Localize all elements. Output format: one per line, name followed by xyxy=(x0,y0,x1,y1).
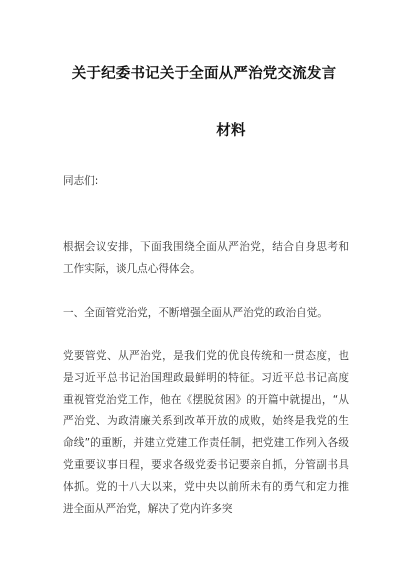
section-heading-1: 一、全面管党治党，不断增强全面从严治党的政治自觉。 xyxy=(63,307,328,319)
paragraph-body: 党要管党、从严治党，是我们党的优良传统和一贯态度，也是习近平总书记治国理政最鲜明的特征。习近平总书记高度重视管党治党工作，他在《摆脱贫困》的开篇中就提出，“从严治党、为政清廉关系到改革开放的成败，始终是我党的生命线”的重断，并建立党建工作责任制，把党建工作列入各级党重要议事日程，要求各级党委书记要亲自抓，分管副书具体抓。党的十八大以来，党中央以前所未有的勇气和定力推进全面从严治党，解决了党内许多突 xyxy=(63,350,349,515)
salutation: 同志们: xyxy=(63,175,99,187)
document-title-line-2: 材料 xyxy=(216,123,246,139)
document-title-line-1: 关于纪委书记关于全面从严治党交流发言 xyxy=(71,66,337,82)
paragraph-intro: 根据会议安排，下面我围绕全面从严治党，结合自身思考和工作实际，谈几点心得体会。 xyxy=(63,241,349,275)
